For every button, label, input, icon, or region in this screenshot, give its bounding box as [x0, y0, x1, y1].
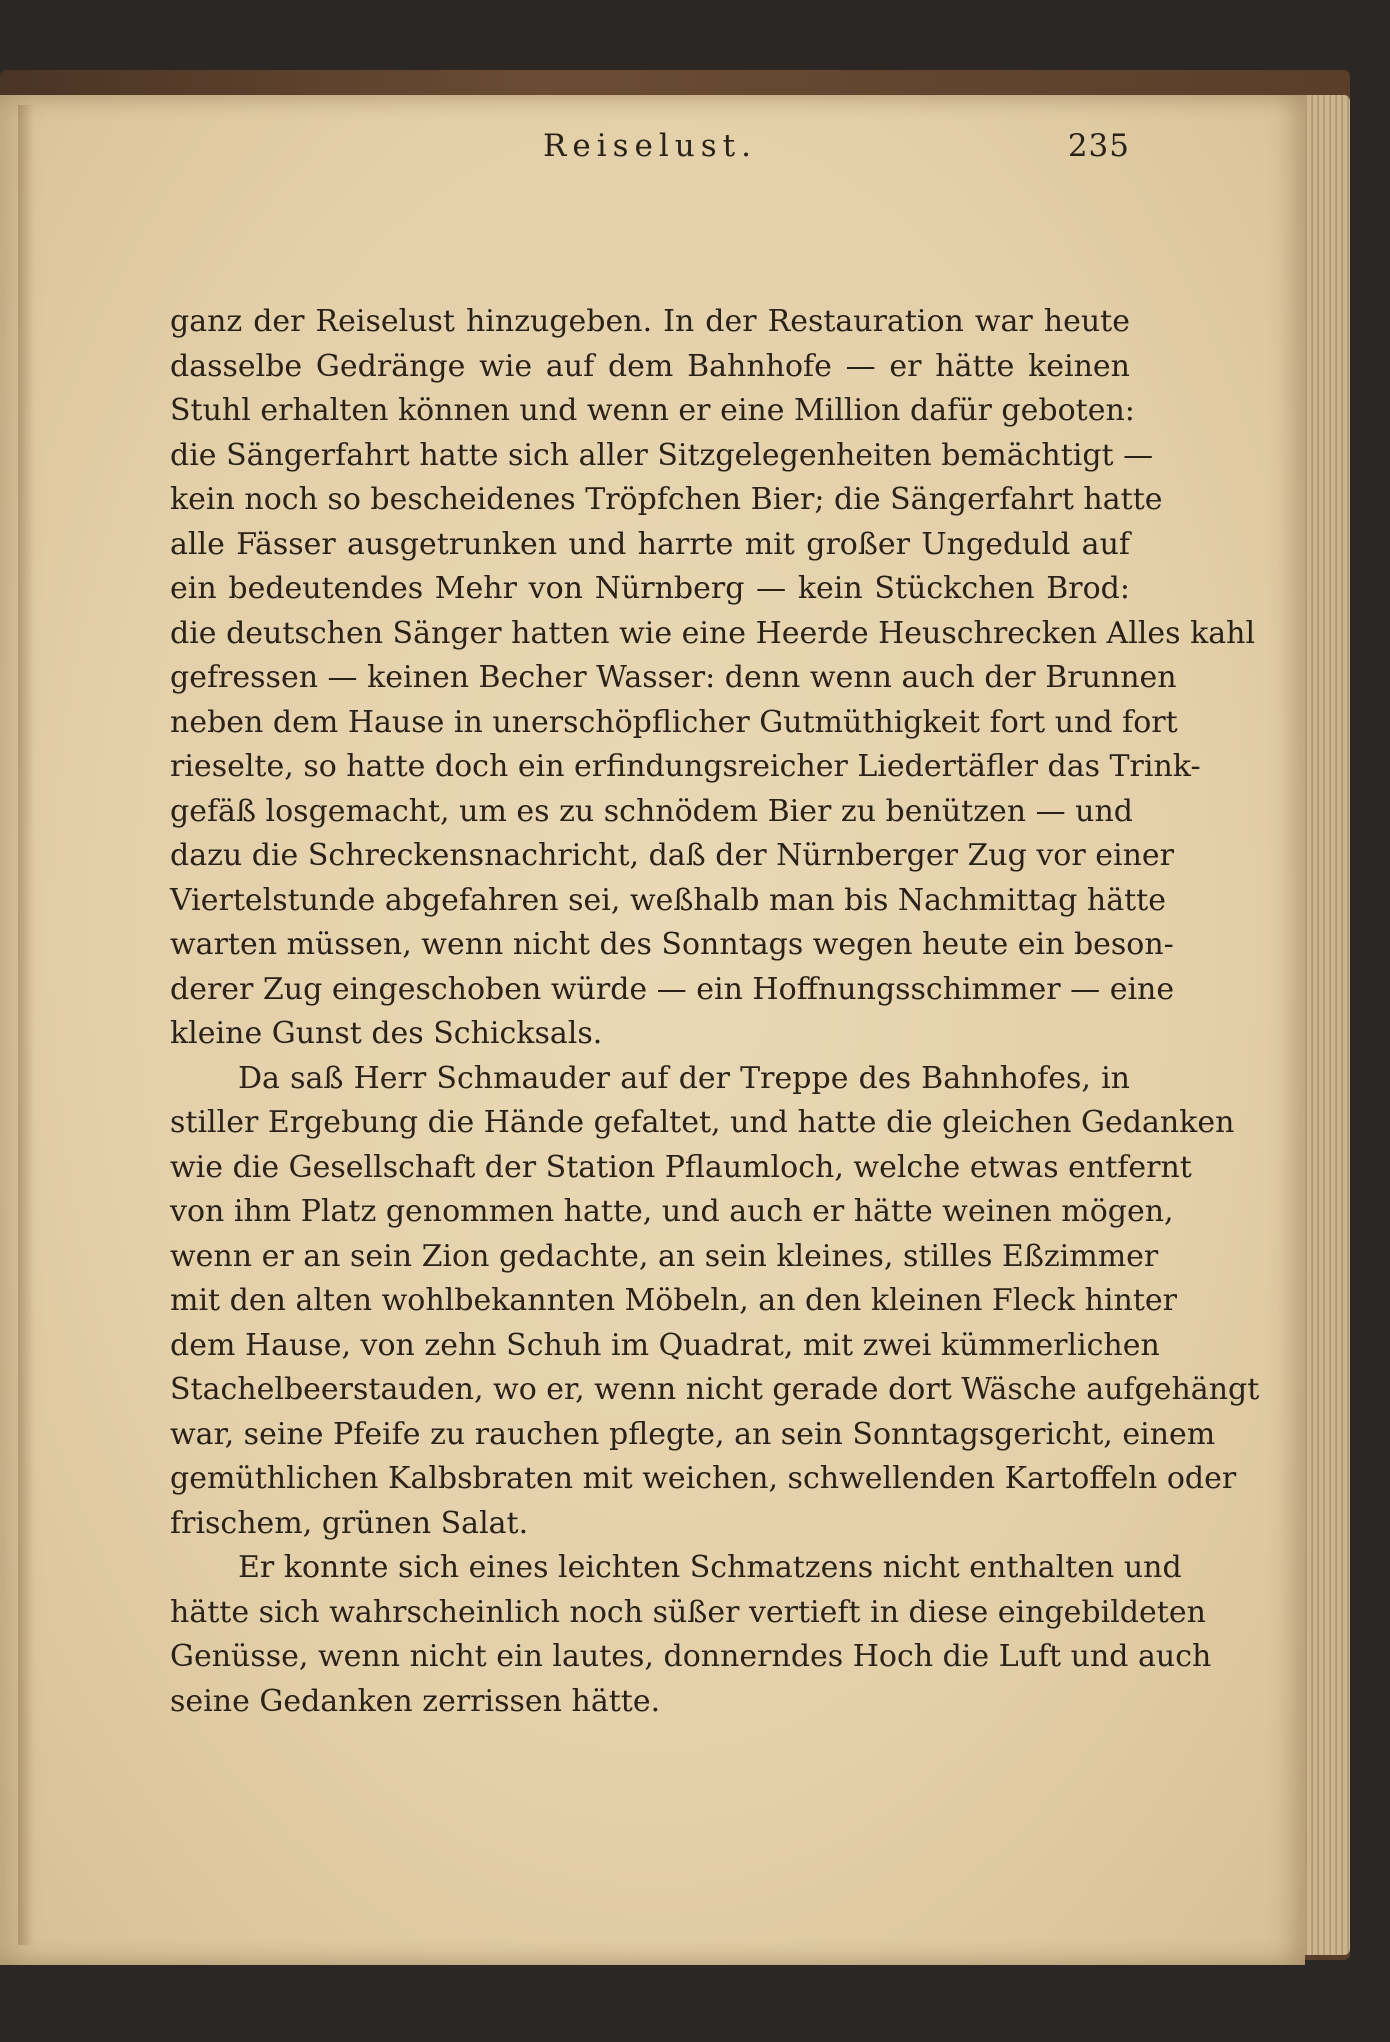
text-line: kein noch so bescheidenes Tröpfchen Bier; die Sängerfahrt hatte: [170, 482, 1163, 517]
text-line: gefressen — keinen Becher Wasser: denn wenn auch der Brunnen: [170, 660, 1177, 695]
page-number: 235: [1067, 128, 1130, 164]
paragraph: [170, 1057, 1260, 1547]
text-line: ein bedeutendes Mehr von Nürnberg — kein Stückchen Brod:: [170, 571, 1130, 606]
text-line: gemüthlichen Kalbsbraten mit weichen, schwellenden Kartoffeln oder: [170, 1461, 1237, 1496]
text-line: war, seine Pfeife zu rauchen pflegte, an sein Sonntagsgericht, einem: [170, 1416, 1216, 1452]
text-line: Genüsse, wenn nicht ein lautes, donnerndes Hoch die Luft und auch: [170, 1639, 1212, 1674]
text-line: Er konnte sich eines leichten Schmatzens nicht enthalten und: [238, 1550, 1182, 1585]
text-line: frischem, grünen Salat.: [170, 1505, 529, 1541]
text-line: dazu die Schreckensnachricht, daß der Nürnberger Zug vor einer: [170, 838, 1175, 873]
text-line: warten müssen, wenn nicht des Sonntags wegen heute ein beson-: [170, 927, 1174, 962]
text-line: kleine Gunst des Schicksals.: [170, 1016, 603, 1051]
text-line: neben dem Hause in unerschöpflicher Gutmüthigkeit fort und fort: [170, 704, 1178, 740]
text-line: gefäß losgemacht, um es zu schnödem Bier zu benützen — und: [170, 793, 1134, 829]
text-line: Viertelstunde abgefahren sei, weßhalb man bis Nachmittag hätte: [170, 882, 1166, 918]
text-line: die Sängerfahrt hatte sich aller Sitzgelegenheiten bemächtigt —: [170, 437, 1154, 473]
text-line: die deutschen Sänger hatten wie eine Heerde Heuschrecken Alles kahl: [170, 615, 1256, 651]
text-line: wie die Gesellschaft der Station Pflaumloch, welche etwas entfernt: [170, 1149, 1192, 1185]
body-text: [170, 300, 1260, 1724]
page-header: [170, 124, 1130, 174]
text-line: hätte sich wahrscheinlich noch süßer vertieft in diese eingebildeten: [170, 1594, 1206, 1630]
page-gutter-shadow: [18, 105, 34, 1945]
text-line: derer Zug eingeschoben würde — ein Hoffnungsschimmer — eine: [170, 971, 1175, 1007]
text-line: Da saß Herr Schmauder auf der Treppe des Bahnhofes, in: [238, 1060, 1130, 1096]
text-line: dasselbe Gedränge wie auf dem Bahnhofe — er hätte keinen: [170, 348, 1130, 384]
text-line: rieselte, so hatte doch ein erfindungsreicher Liedertäfler das Trink-: [170, 749, 1201, 784]
text-line: ganz der Reiselust hinzugeben. In der Restauration war heute: [170, 304, 1130, 339]
text-line: seine Gedanken zerrissen hätte.: [170, 1683, 661, 1719]
text-line: alle Fässer ausgetrunken und harrte mit großer Ungeduld auf: [170, 526, 1130, 562]
text-line: Stuhl erhalten können und wenn er eine Million dafür geboten:: [170, 393, 1135, 428]
text-line: dem Hause, von zehn Schuh im Quadrat, mit zwei kümmerlichen: [170, 1327, 1160, 1363]
text-line: mit den alten wohlbekannten Möbeln, an den kleinen Fleck hinter: [170, 1283, 1177, 1318]
paragraph: [170, 300, 1256, 1057]
paragraph: [170, 1546, 1212, 1724]
running-title: Reiselust.: [543, 128, 757, 164]
text-line: Stachelbeerstauden, wo er, wenn nicht gerade dort Wäsche aufgehängt: [170, 1372, 1260, 1407]
text-line: stiller Ergebung die Hände gefaltet, und hatte die gleichen Gedanken: [170, 1105, 1235, 1140]
text-line: wenn er an sein Zion gedachte, an sein kleines, stilles Eßzimmer: [170, 1238, 1159, 1274]
text-line: von ihm Platz genommen hatte, und auch er hätte weinen mögen,: [170, 1194, 1174, 1229]
